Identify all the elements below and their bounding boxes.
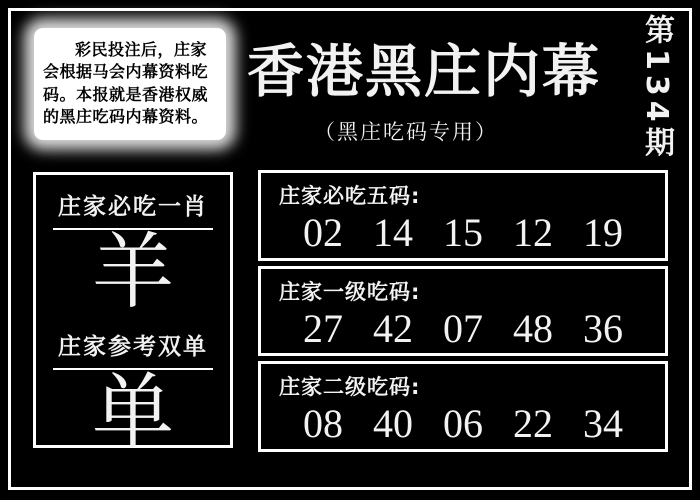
section-level-two-codes: [258, 361, 668, 452]
number-value: 22: [513, 401, 553, 447]
number-value: 48: [513, 305, 553, 351]
zodiac-parity-panel: [33, 172, 233, 461]
number-value: 34: [583, 401, 623, 447]
number-value: 12: [513, 210, 553, 255]
zodiac-label: 庄家必吃一肖: [53, 188, 213, 230]
intro-note-line: 码。本报就是香港权威: [43, 84, 209, 104]
intro-note-line: 会根据马会内幕资料吃: [43, 62, 209, 82]
number-value: 07: [443, 305, 483, 351]
numbers-panel: [258, 170, 668, 452]
section-level-one-codes: [258, 266, 668, 357]
number-value: 36: [583, 305, 623, 351]
section-label: 庄家二级吃码:: [279, 375, 421, 400]
zodiac-value: 羊: [91, 225, 174, 320]
number-row: [279, 401, 647, 446]
number-row: [279, 210, 647, 255]
number-row: [279, 306, 647, 351]
number-value: 14: [373, 210, 413, 255]
section-must-eat-five-codes: [258, 170, 668, 261]
page-subtitle: （黑庄吃码专用）: [314, 120, 498, 144]
page-title: 香港黑庄内幕: [247, 39, 601, 105]
section-label: 庄家一级吃码:: [279, 279, 421, 304]
section-label: 庄家必吃五码:: [279, 184, 421, 208]
intro-note-line: 彩民投注后，庄家: [75, 40, 208, 59]
number-value: 15: [443, 210, 483, 255]
issue-number: 第134期: [639, 14, 674, 162]
parity-label: 庄家参考双单: [53, 328, 213, 370]
number-value: 42: [373, 305, 413, 351]
number-value: 06: [443, 401, 483, 447]
intro-note-box: [34, 28, 226, 140]
number-value: 02: [303, 210, 343, 255]
intro-note-line: 的黑庄吃码内幕资料。: [43, 107, 209, 127]
number-value: 19: [583, 210, 623, 255]
number-value: 40: [373, 401, 413, 447]
number-value: 27: [303, 305, 343, 351]
number-value: 08: [303, 401, 343, 447]
parity-value: 单: [91, 365, 174, 461]
